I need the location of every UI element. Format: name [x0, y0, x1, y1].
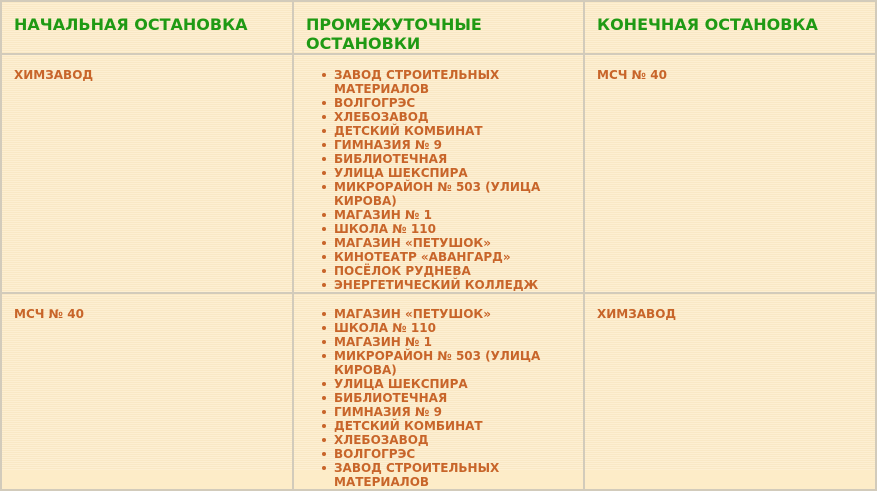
stop-list-item: ДЕТСКИЙ КОМБИНАТ [322, 419, 573, 433]
start-stop-cell: МСЧ № 40 [1, 293, 293, 490]
stop-list-item: МИКРОРАЙОН № 503 (УЛИЦА КИРОВА) [322, 349, 573, 377]
stop-list-item: МАГАЗИН № 1 [322, 208, 573, 222]
header-start-stop: НАЧАЛЬНАЯ ОСТАНОВКА [1, 1, 293, 54]
intermediate-stops-cell [293, 54, 584, 293]
intermediate-stops-cell [293, 293, 584, 490]
stop-list-item: ВОЛГОГРЭС [322, 96, 573, 110]
stop-list-item: МАГАЗИН № 1 [322, 335, 573, 349]
stop-list-item: БИБЛИОТЕЧНАЯ [322, 152, 573, 166]
stop-list-item: ГИМНАЗИЯ № 9 [322, 405, 573, 419]
start-stop-cell: ХИМЗАВОД [1, 54, 293, 293]
end-stop-cell: ХИМЗАВОД [584, 293, 876, 490]
stop-list-item: ШКОЛА № 110 [322, 222, 573, 236]
header-end-stop: КОНЕЧНАЯ ОСТАНОВКА [584, 1, 876, 54]
stop-list-item: УЛИЦА ШЕКСПИРА [322, 377, 573, 391]
stop-list-item: ПОСЁЛОК РУДНЕВА [322, 264, 573, 278]
stop-list-item: ЭНЕРГЕТИЧЕСКИЙ КОЛЛЕДЖ [322, 278, 573, 292]
stop-list-item: БИБЛИОТЕЧНАЯ [322, 391, 573, 405]
stop-list-item: ХЛЕБОЗАВОД [322, 110, 573, 124]
header-intermediate-stops: ПРОМЕЖУТОЧНЫЕ ОСТАНОВКИ [293, 1, 584, 54]
stop-list-item: ГИМНАЗИЯ № 9 [322, 138, 573, 152]
stop-list-item: ШКОЛА № 110 [322, 321, 573, 335]
intermediate-stops-list [306, 307, 573, 489]
stop-list-item: ДЕТСКИЙ КОМБИНАТ [322, 124, 573, 138]
table-row [1, 293, 876, 490]
stop-list-item: ЗАВОД СТРОИТЕЛЬНЫХ МАТЕРИАЛОВ [322, 68, 573, 96]
stop-list-item: УЛИЦА ШЕКСПИРА [322, 166, 573, 180]
table-header-row [1, 1, 876, 54]
stop-list-item: МАГАЗИН «ПЕТУШОК» [322, 307, 573, 321]
stop-list-item: КИНОТЕАТР «АВАНГАРД» [322, 250, 573, 264]
end-stop-cell: МСЧ № 40 [584, 54, 876, 293]
stop-list-item: ХЛЕБОЗАВОД [322, 433, 573, 447]
stop-list-item: МАГАЗИН «ПЕТУШОК» [322, 236, 573, 250]
table-row [1, 54, 876, 293]
stop-list-item: МИКРОРАЙОН № 503 (УЛИЦА КИРОВА) [322, 180, 573, 208]
intermediate-stops-list [306, 68, 573, 292]
stop-list-item: ВОЛГОГРЭС [322, 447, 573, 461]
stop-list-item: ЗАВОД СТРОИТЕЛЬНЫХ МАТЕРИАЛОВ [322, 461, 573, 489]
